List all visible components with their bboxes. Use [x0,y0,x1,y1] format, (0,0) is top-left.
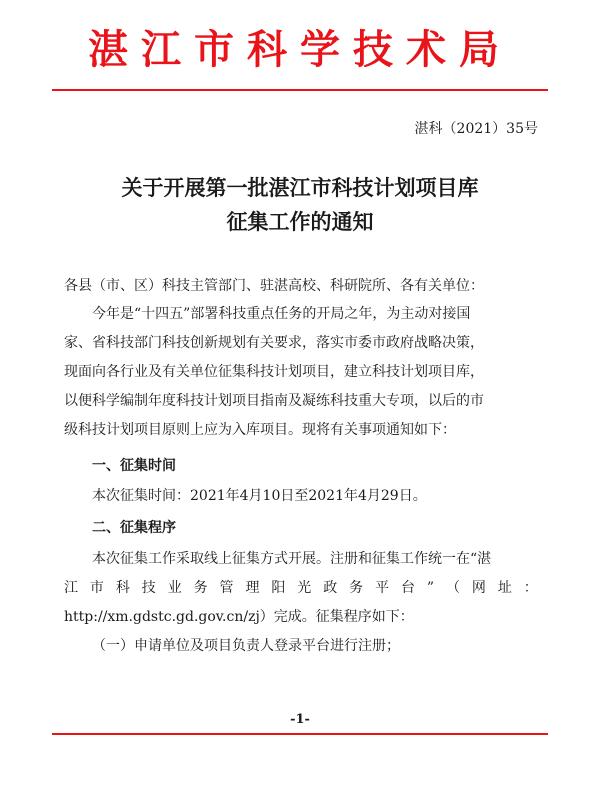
paragraph-line: 现面向各行业及有关单位征集科技计划项目，建立科技计划项目库， [64,364,484,380]
paragraph-line: 今年是“十四五”部署科技重点任务的开局之年，为主动对接国 [92,306,471,322]
procedure-url-line: http://xm.gdstc.gd.gov.cn/zj）完成。征集程序如下： [64,609,414,625]
paragraph-line: 以便科学编制年度科技计划项目指南及凝练科技重大专项，以后的市 [64,393,484,409]
collection-time-text: 本次征集时间：2021年4月10日至2021年4月29日。 [92,488,427,504]
page-number: -1- [290,712,310,727]
section-heading-collection-time: 一、征集时间 [92,458,176,474]
document-title-line-2: 征集工作的通知 [226,210,374,234]
procedure-step-1: （一）申请单位及项目负责人登录平台进行注册； [92,638,400,654]
footer-rule [52,733,548,735]
document-number: 湛科（2021）35号 [414,121,538,137]
paragraph-line: 级科技计划项目原则上应为入库项目。现将有关事项通知如下： [64,422,456,438]
procedure-text-line-justified: 江 市 科 技 业 务 管 理 阳 光 政 务 平 台 ” （ 网 址 ： [64,580,538,596]
paragraph-line: 家、省科技部门科技创新规划有关要求，落实市委市政府战略决策， [64,335,484,351]
masthead-rule [52,89,548,91]
procedure-text-line: 本次征集工作采取线上征集方式开展。注册和征集工作统一在“湛 [92,551,492,567]
document-title-line-1: 关于开展第一批湛江市科技计划项目库 [121,176,479,200]
salutation: 各县（市、区）科技主管部门、驻湛高校、科研院所、各有关单位： [64,278,484,294]
masthead-title: 湛江市科学技术局 [88,26,512,73]
section-heading-collection-procedure: 二、征集程序 [92,520,176,536]
